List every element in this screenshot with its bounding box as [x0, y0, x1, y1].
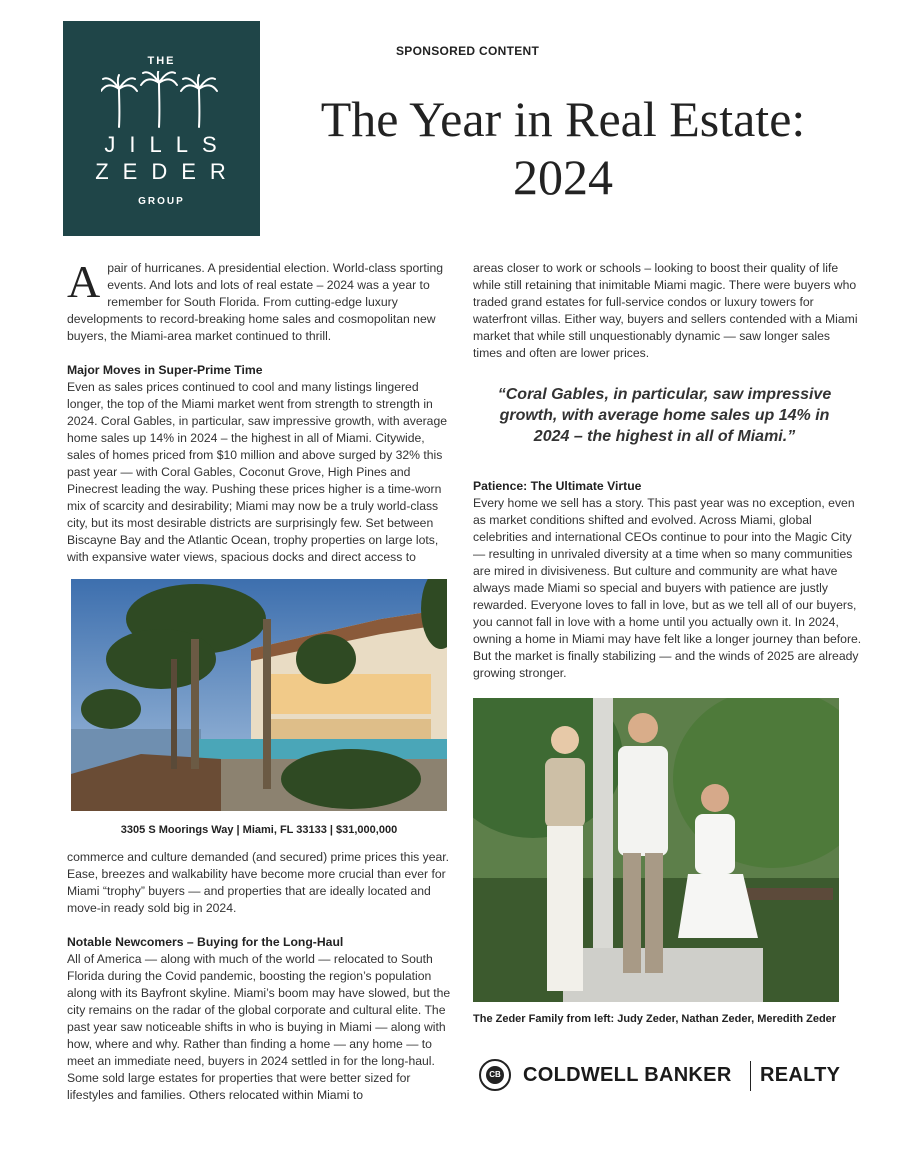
logo-jills: JILLS: [104, 132, 231, 157]
brokerage-name: COLDWELL BANKER: [523, 1064, 732, 1086]
cb-seal-icon: [479, 1059, 511, 1091]
logo-the: THE: [147, 55, 176, 67]
jills-zeder-logo: [63, 21, 260, 236]
property-caption: 3305 S Moorings Way | Miami, FL 33133 | $31,000,000: [120, 824, 398, 836]
left-column-bottom: [67, 849, 459, 1104]
areas-paragraph: areas closer to work or schools – looking to boost their quality of life while still retaining that inimitable Miami magic. There were buyers who traded grand estates for full-service condos or luxury towers for waterfront villas. Either way, buyers and sellers contended with a Miami market that while still unquestionably dynamic — saw longer sales times and often are lower prices.: [473, 261, 858, 360]
logo-group: GROUP: [138, 196, 185, 207]
cb-seal-text: CB: [486, 1066, 504, 1084]
family-caption: The Zeder Family from left: Judy Zeder, Nathan Zeder, Meredith Zeder: [473, 1013, 837, 1025]
title-line-2: 2024: [513, 149, 613, 205]
heading-major-moves: Major Moves in Super-Prime Time: [67, 363, 263, 377]
brokerage-divider: [750, 1061, 751, 1091]
right-column-middle: [473, 478, 865, 682]
patience-paragraph: Every home we sell has a story. This past year was no exception, even as market conditions shifted and evolved. Across Miami, global celebrities and international CEOs continue to pour into the Magic City — resulting in unrivaled diversity at a time when so many communities are mired in divisiveness. But culture and community are what have always made Miami so special and buyers with patience are justly rewarded. Everyone loves to fall in love, but as we tell all of our buyers, you cannot fall in love with a home until you actually own it. In 2024, owning a home in Miami may have felt like a longer journey than before. But the market is finally stabilizing — and the winds of 2025 are already growing stronger.: [473, 496, 862, 680]
intro-paragraph: pair of hurricanes. A presidential election. World-class sporting events. And lots and lots of real estate – 2024 was a year to remember for South Florida. From cutting-edge luxury developments to record-breaking home sales and cosmopolitan new buyers, the Miami-area market continued to thrill.: [67, 261, 444, 343]
title-line-1: The Year in Real Estate:: [320, 91, 806, 147]
page-title: [280, 90, 846, 206]
family-photo: [473, 698, 839, 1002]
major-moves-paragraph: Even as sales prices continued to cool and many listings lingered longer, the top of the Miami market went from strength to strength in 2024. Coral Gables, in particular, saw impressive growth, with average home sales up 14% in 2024 – the highest in all of Miami. Citywide, sales of homes priced from $10 million and above surged by 32% this past year — with Coral Gables, Coconut Grove, High Pines and Pinecrest leading the way. Pushing these prices higher is a time-worn mix of scarcity and desirability; Miami may now be a truly world-class city, but its most desirable districts are surprisingly few. Set between Biscayne Bay and the Atlantic Ocean, trophy properties on large lots, with expansive water views, spacious docks and direct access to: [67, 380, 448, 564]
property-photo: [71, 579, 447, 811]
logo-zeder: ZEDER: [95, 159, 240, 184]
coldwell-banker-logo: [479, 1057, 849, 1097]
drop-cap: A: [67, 256, 101, 307]
left-column-top: [67, 256, 455, 566]
pull-quote: “Coral Gables, in particular, saw impressive growth, with average home sales up 14% in 2024 – the highest in all of Miami.”: [497, 386, 832, 445]
right-column-top: [473, 260, 861, 362]
palm-trees-icon: [101, 71, 221, 131]
brokerage-realty: REALTY: [760, 1064, 841, 1086]
heading-patience: Patience: The Ultimate Virtue: [473, 479, 642, 493]
heading-newcomers: Notable Newcomers – Buying for the Long-Haul: [67, 935, 344, 949]
newcomers-paragraph: All of America — along with much of the world — relocated to South Florida during the Covid pandemic, boosting the region’s population along with its Bayfront skyline. Miami’s boom may have slowed, but the city remains on the radar of the global corporate and cultural elite. The past year saw noticeable shifts in who is buying in Miami — along with how, where and why. Rather than finding a home — any home — to meet an immediate need, buyers in 2024 settled in for the long-haul. Some sold large estates for properties that were better sized for lifestyles and families. Others relocated within Miami to: [67, 952, 451, 1102]
commerce-paragraph: commerce and culture demanded (and secured) prime prices this year. Ease, breezes and walkability have become more crucial than ever for Miami “trophy” buyers — and properties that are ideally located and move-in ready sold big in 2024.: [67, 850, 450, 915]
sponsored-label: SPONSORED CONTENT: [396, 44, 540, 58]
